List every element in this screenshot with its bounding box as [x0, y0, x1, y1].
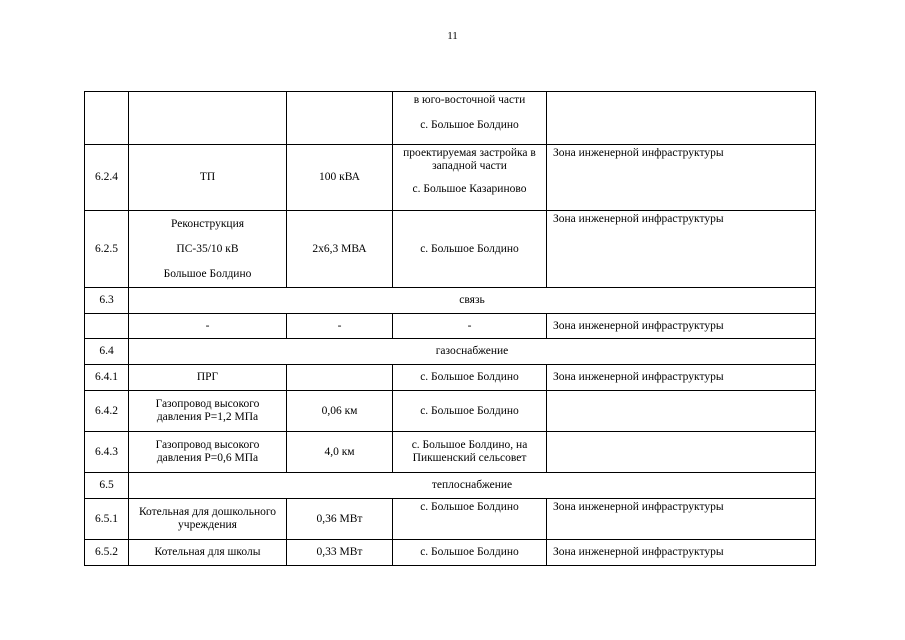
- location-cell: с. Большое Болдино, на Пикшенский сельсовет: [393, 432, 547, 473]
- object-name-cell: [129, 92, 287, 145]
- row-number-cell: 6.3: [85, 288, 129, 314]
- row-number-cell: 6.4.3: [85, 432, 129, 473]
- section-title: связь: [129, 288, 816, 314]
- zone-cell: Зона инженерной инфраструктуры: [547, 365, 816, 391]
- capacity-cell: 100 кВА: [287, 145, 393, 211]
- section-row: [85, 288, 816, 314]
- row-number-cell: 6.4.2: [85, 391, 129, 432]
- row-number-cell: [85, 92, 129, 145]
- location-line: с. Большое Казариново: [412, 183, 527, 195]
- table-row: [85, 432, 816, 473]
- location-line: в юго-восточной части: [413, 94, 526, 106]
- object-name-cell: ПРГ: [129, 365, 287, 391]
- object-name-line: ПС-35/10 кВ: [176, 242, 239, 255]
- zone-text: Зона инженерной инфраструктуры: [553, 213, 724, 225]
- object-name-cell: -: [129, 314, 287, 339]
- section-title: теплоснабжение: [129, 473, 816, 499]
- location-cell: [393, 499, 547, 540]
- location-cell: с. Большое Болдино: [393, 540, 547, 566]
- table-row: [85, 211, 816, 288]
- object-name-line: Большое Болдино: [163, 267, 252, 280]
- row-number-cell: 6.2.5: [85, 211, 129, 288]
- zone-cell: [547, 145, 816, 211]
- table-row: [85, 92, 816, 145]
- zone-cell: [547, 211, 816, 288]
- section-row: [85, 339, 816, 365]
- capacity-cell: [287, 92, 393, 145]
- table-row: [85, 145, 816, 211]
- location-cell: -: [393, 314, 547, 339]
- zone-cell: [547, 432, 816, 473]
- infrastructure-table: [84, 91, 816, 566]
- location-cell: с. Большое Болдино: [393, 391, 547, 432]
- table-row: [85, 391, 816, 432]
- row-number-cell: 6.5.2: [85, 540, 129, 566]
- capacity-cell: 0,33 МВт: [287, 540, 393, 566]
- object-name-cell: [129, 211, 287, 288]
- zone-text: Зона инженерной инфраструктуры: [553, 147, 724, 159]
- object-name-cell: Котельная для школы: [129, 540, 287, 566]
- section-row: [85, 473, 816, 499]
- location-line: проектируемая застройка в западной части: [403, 147, 536, 172]
- row-number-cell: 6.2.4: [85, 145, 129, 211]
- page-number: 11: [447, 30, 458, 42]
- zone-cell: [547, 499, 816, 540]
- object-name-cell: Газопровод высокого давления Р=0,6 МПа: [129, 432, 287, 473]
- zone-cell: [547, 92, 816, 145]
- zone-cell: [547, 391, 816, 432]
- object-name-cell: ТП: [129, 145, 287, 211]
- location-cell: [393, 92, 547, 145]
- object-name-cell: Газопровод высокого давления Р=1,2 МПа: [129, 391, 287, 432]
- table-row: [85, 314, 816, 339]
- zone-cell: Зона инженерной инфраструктуры: [547, 314, 816, 339]
- section-title: газоснабжение: [129, 339, 816, 365]
- capacity-cell: 0,06 км: [287, 391, 393, 432]
- row-number-cell: [85, 314, 129, 339]
- capacity-cell: -: [287, 314, 393, 339]
- location-cell: [393, 145, 547, 211]
- capacity-cell: 4,0 км: [287, 432, 393, 473]
- location-line: с. Большое Болдино: [420, 501, 519, 513]
- object-name-line: Реконструкция: [170, 217, 245, 230]
- row-number-cell: 6.4.1: [85, 365, 129, 391]
- object-name-cell: Котельная для дошкольного учреждения: [129, 499, 287, 540]
- zone-cell: Зона инженерной инфраструктуры: [547, 540, 816, 566]
- row-number-cell: 6.5: [85, 473, 129, 499]
- table-row: [85, 540, 816, 566]
- table-row: [85, 499, 816, 540]
- location-cell: с. Большое Болдино: [393, 211, 547, 288]
- table-row: [85, 365, 816, 391]
- row-number-cell: 6.5.1: [85, 499, 129, 540]
- capacity-cell: [287, 365, 393, 391]
- row-number-cell: 6.4: [85, 339, 129, 365]
- zone-text: Зона инженерной инфраструктуры: [553, 501, 724, 513]
- capacity-cell: 0,36 МВт: [287, 499, 393, 540]
- location-cell: с. Большое Болдино: [393, 365, 547, 391]
- location-line: с. Большое Болдино: [420, 119, 519, 131]
- capacity-cell: 2х6,3 МВА: [287, 211, 393, 288]
